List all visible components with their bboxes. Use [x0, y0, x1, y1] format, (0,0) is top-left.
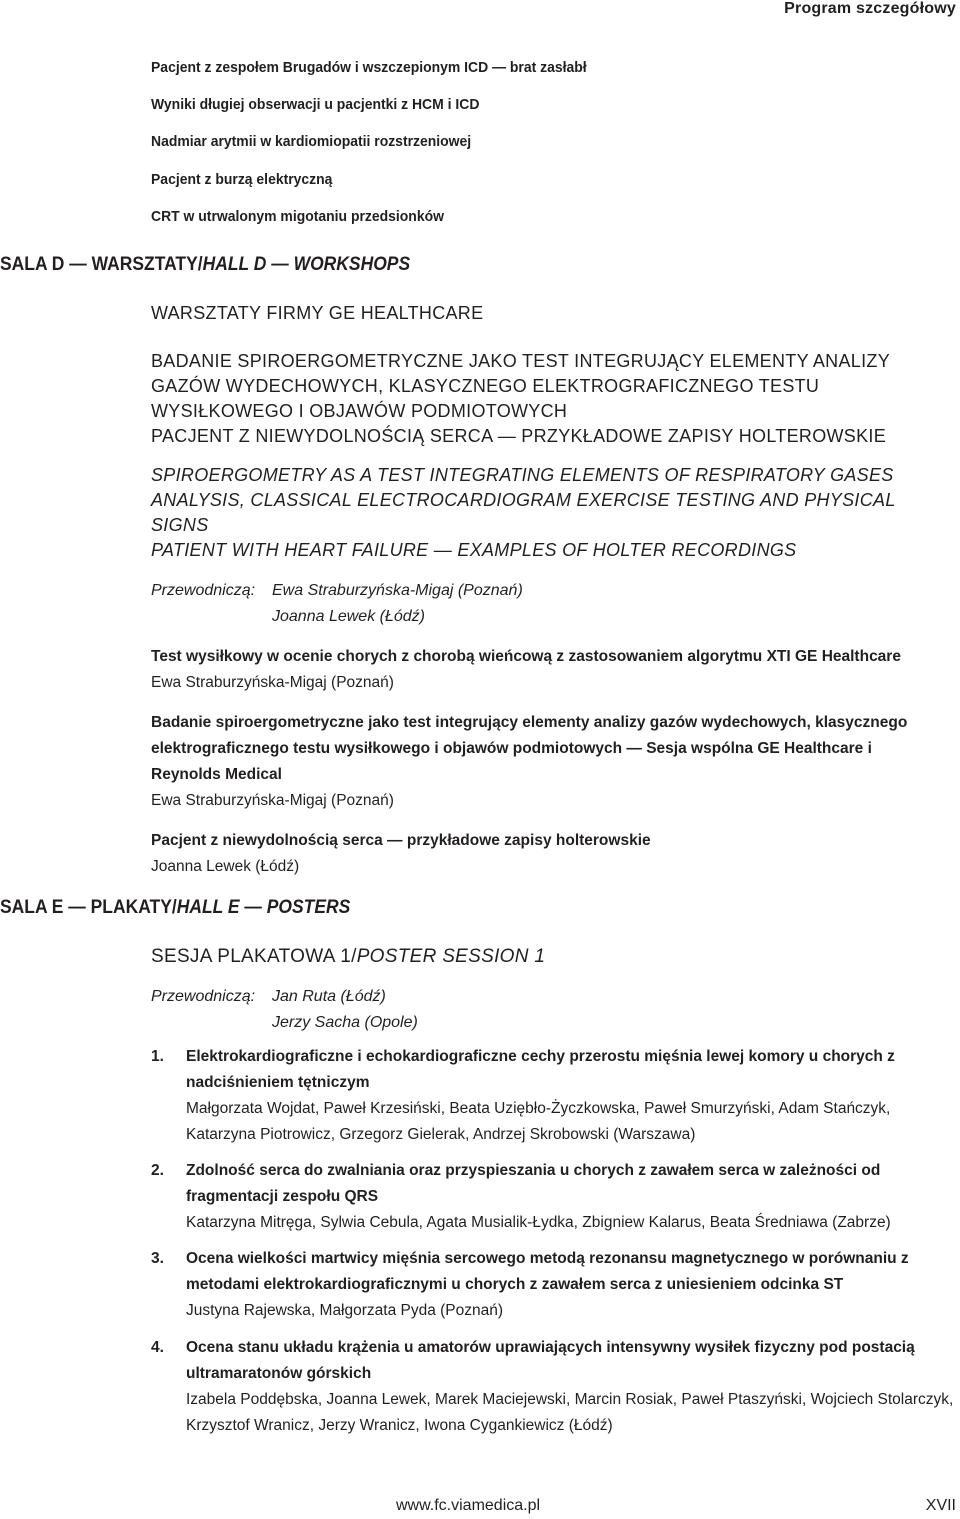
page-number: XVII: [925, 1497, 956, 1514]
poster-session-block: [151, 944, 941, 1036]
talk-author: Joanna Lewek (Łódź): [151, 858, 300, 875]
sala-d-prefix: SALA D — WARSZTATY/: [0, 254, 203, 275]
sala-e-heading: [0, 897, 350, 919]
talk-title: Badanie spiroergometryczne jako test integrujący elementy analizy gazów wydechowych, klasycznego elektrograficznego testu wysiłkowego i objawów podmiotowych — Sesja wspólna GE Healthcare i Reynolds Medical: [151, 714, 908, 783]
chairs-label: Przewodniczą:: [151, 988, 256, 1005]
sala-e-prefix: SALA E — PLAKATY/: [0, 897, 177, 918]
talk-title: Test wysiłkowy w ocenie chorych z chorobą wieńcową z zastosowaniem algorytmu XTI GE Healthcare: [151, 648, 901, 665]
list-item: Pacjent z burzą elektryczną: [151, 170, 333, 188]
workshop-title: WARSZTATY FIRMY GE HEALTHCARE: [151, 303, 484, 323]
poster-authors: Justyna Rajewska, Małgorzata Pyda (Poznań): [186, 1302, 504, 1319]
poster-authors: Małgorzata Wojdat, Paweł Krzesiński, Beata Uziębło-Życzkowska, Paweł Smurzyński, Adam Stańczyk, Katarzyna Piotrowicz, Grzegorz Gielerak, Andrzej Skrobowski (Warszawa): [186, 1100, 891, 1143]
poster-session-title: [151, 944, 941, 969]
footer-url: www.fc.viamedica.pl: [396, 1497, 541, 1514]
workshop-topic-en: SPIROERGOMETRY AS A TEST INTEGRATING ELEMENTS OF RESPIRATORY GASES ANALYSIS, CLASSICAL ELECTROCARDIOGRAM EXERCISE TESTING AND PHYSICAL SIGNS: [151, 465, 896, 535]
page-header-section: Program szczegółowy: [784, 0, 956, 17]
poster-session-title-en: POSTER SESSION 1: [356, 946, 546, 967]
chair-name: Ewa Straburzyńska-Migaj (Poznań): [272, 582, 523, 599]
sala-d-hall: HALL D — WORKSHOPS: [202, 254, 411, 275]
poster-item: [151, 1246, 956, 1324]
top-case-list: [151, 56, 587, 242]
poster-item: [151, 1158, 956, 1236]
sala-e-hall: HALL E — POSTERS: [176, 897, 351, 918]
chair-name: Joanna Lewek (Łódź): [272, 608, 425, 625]
poster-item: [151, 1335, 956, 1439]
workshop-topic-en: PATIENT WITH HEART FAILURE — EXAMPLES OF HOLTER RECORDINGS: [151, 540, 797, 560]
talk: [151, 828, 941, 880]
talk: [151, 710, 941, 814]
workshop-chairs: [151, 578, 941, 630]
poster-title: Elektrokardiograficzne i echokardiograficzne cechy przerostu mięśnia lewej komory u chorych z nadciśnieniem tętniczym: [186, 1048, 895, 1091]
talk-author: Ewa Straburzyńska-Migaj (Poznań): [151, 792, 394, 809]
talk-author: Ewa Straburzyńska-Migaj (Poznań): [151, 674, 394, 691]
talk: [151, 644, 941, 696]
poster-chairs: [151, 984, 941, 1036]
poster-number: 2.: [151, 1162, 164, 1179]
chair-name: Jerzy Sacha (Opole): [272, 1014, 418, 1031]
talk-title: Pacjent z niewydolnością serca — przykładowe zapisy holterowskie: [151, 832, 651, 849]
workshop-topic-pl: BADANIE SPIROERGOMETRYCZNE JAKO TEST INTEGRUJĄCY ELEMENTY ANALIZY GAZÓW WYDECHOWYCH, KLASYCZNEGO ELEKTROGRAFICZNEGO TESTU WYSIŁKOWEGO I OBJAWÓW PODMIOTOWYCH: [151, 351, 890, 421]
list-item: Nadmiar arytmii w kardiomiopatii rozstrzeniowej: [151, 133, 472, 151]
list-item: Wyniki długiej obserwacji u pacjentki z HCM i ICD: [151, 96, 480, 114]
poster-number: 4.: [151, 1339, 164, 1356]
poster-session-title-pl: SESJA PLAKATOWA 1/: [151, 946, 357, 967]
poster-number: 1.: [151, 1048, 164, 1065]
poster-title: Ocena stanu układu krążenia u amatorów uprawiających intensywny wysiłek fizyczny pod postacią ultramaratonów górskich: [186, 1339, 915, 1382]
chair-name: Jan Ruta (Łódź): [272, 988, 386, 1005]
sala-d-heading: [0, 254, 410, 276]
poster-number: 3.: [151, 1250, 164, 1267]
list-item: Pacjent z zespołem Brugadów i wszczepionym ICD — brat zasłabł: [151, 59, 587, 76]
poster-title: Zdolność serca do zwalniania oraz przyspieszania u chorych z zawałem serca w zależności od fragmentacji zespołu QRS: [186, 1162, 881, 1205]
poster-authors: Katarzyna Mitręga, Sylwia Cebula, Agata Musialik-Łydka, Zbigniew Kalarus, Beata Średniawa (Zabrze): [186, 1214, 891, 1231]
poster-authors: Izabela Poddębska, Joanna Lewek, Marek Maciejewski, Marcin Rosiak, Paweł Ptaszyński, Wojciech Stolarczyk, Krzysztof Wranicz, Jerzy Wranicz, Iwona Cygankiewicz (Łódź): [186, 1391, 954, 1434]
workshop-topic-pl: PACJENT Z NIEWYDOLNOŚCIĄ SERCA — PRZYKŁADOWE ZAPISY HOLTEROWSKIE: [151, 426, 886, 446]
workshop-block: [151, 301, 941, 880]
list-item: CRT w utrwalonym migotaniu przedsionków: [151, 207, 444, 225]
poster-item: [151, 1044, 956, 1148]
chairs-label: Przewodniczą:: [151, 582, 256, 599]
poster-title: Ocena wielkości martwicy mięśnia sercowego metodą rezonansu magnetycznego w porównaniu z metodami elektrokardiograficznymi u chorych z zawałem serca z uniesieniem odcinka ST: [186, 1250, 909, 1293]
